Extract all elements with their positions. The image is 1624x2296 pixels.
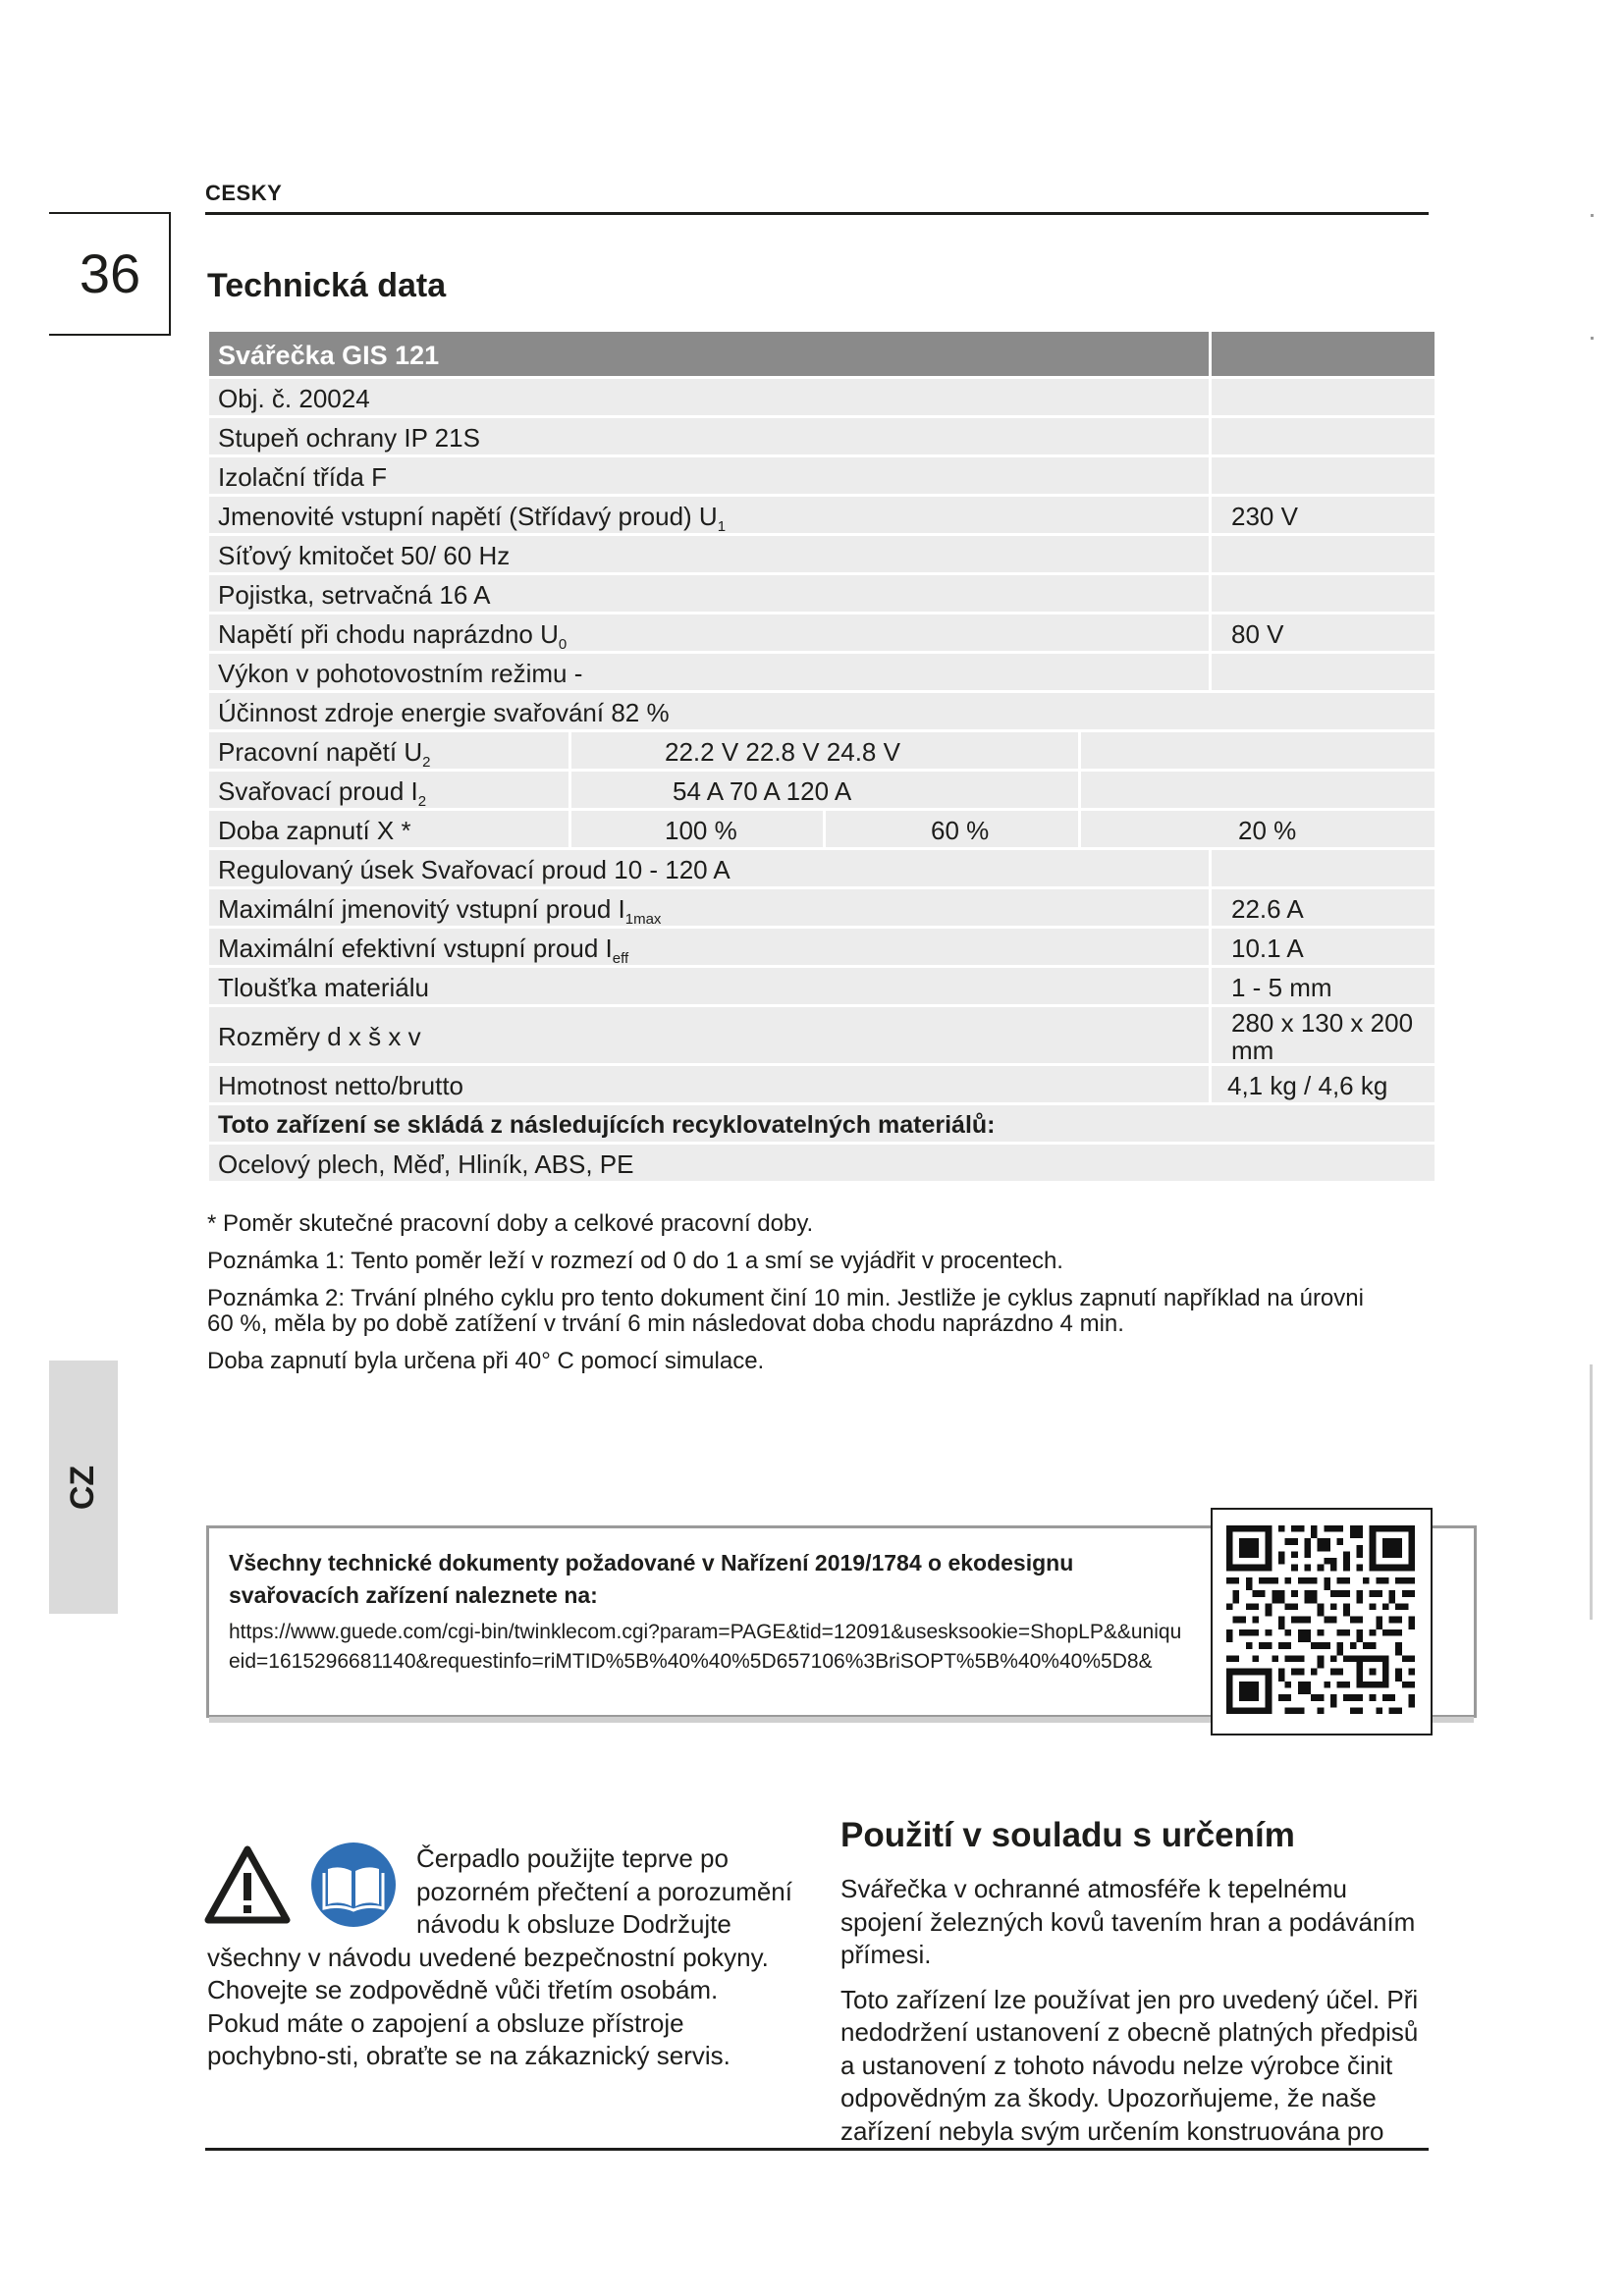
spec-value: [1209, 457, 1435, 494]
safety-text-rest: všechny v návodu uvedené bezpečnostní pokyny. Chovejte se zodpovědně vůči třetím osobám. Pokud máte o zapojení a obsluze přístroje pochybno-sti, obraťte se na zákaznický servis.: [207, 1942, 769, 2070]
top-rule: [205, 212, 1429, 215]
spec-row: [209, 889, 1435, 929]
safety-text-line: návodu k obsluze Dodržujte: [416, 1909, 731, 1939]
spec-label: Napětí při chodu naprázdno $U_0$: [218, 619, 568, 651]
intended-use-paragraph: Toto zařízení lze používat jen pro uvedený účel. Při nedodržení ustanovení z obecně platných předpisů a ustanovení z tohoto návodu nelze výrobce činit odpovědným za škody. Upozorňujeme, že naše zařízení nebyla svým určením konstruována pro: [840, 1984, 1419, 2146]
spec-value: 1 - 5 mm: [1209, 968, 1435, 1004]
spec-label: Izolační třída F: [218, 462, 387, 492]
spec-row: [209, 379, 1435, 418]
edge-mark: [1591, 214, 1594, 217]
safety-text-line: Čerpadlo použijte teprve po: [416, 1843, 729, 1873]
spec-value: [1209, 850, 1435, 886]
spec-label: Hmotnost netto/brutto: [218, 1071, 464, 1100]
spec-row: [209, 929, 1435, 968]
spec-value: 280 x 130 x 200 mm: [1209, 1007, 1435, 1063]
language-side-tab-label: CZ: [64, 1465, 102, 1510]
spec-label: Doba zapnutí X *: [218, 816, 411, 845]
spec-row-efficiency: [209, 693, 1435, 732]
intended-use-text: [840, 1873, 1430, 2160]
spec-row-duty-cycle: [209, 811, 1435, 850]
spec-value: 22.6 A: [1209, 889, 1435, 926]
spec-value: 100 %: [568, 811, 820, 847]
spec-row: [209, 654, 1435, 693]
spec-label: Tloušťka materiálu: [218, 973, 429, 1002]
spec-header-empty: [1209, 332, 1435, 376]
qr-code-icon[interactable]: [1226, 1525, 1415, 1714]
spec-row: [209, 418, 1435, 457]
spec-row-weight: [209, 1066, 1435, 1105]
spec-label: Pracovní napětí $U_2$: [218, 737, 431, 769]
spec-empty-cell: [1078, 732, 1435, 769]
spec-row: [209, 850, 1435, 889]
spec-row: [209, 968, 1435, 1007]
spec-label: Maximální jmenovitý vstupní proud $I_{1max}$: [218, 894, 662, 926]
spec-label: Jmenovité vstupní napětí (Střídavý proud) $U_1$: [218, 502, 727, 533]
edge-mark: [1591, 337, 1594, 340]
spec-value: [1209, 379, 1435, 415]
spec-value: [1209, 418, 1435, 454]
spec-value: 22.2 V 22.8 V 24.8 V: [568, 732, 1075, 769]
spec-row-recycle-heading: [209, 1105, 1435, 1145]
spec-label: Toto zařízení se skládá z následujících recyklovatelných materiálů:: [218, 1111, 996, 1139]
spec-label: Svařovací proud $I_2$: [218, 776, 427, 808]
spec-label: Výkon v pohotovostním režimu -: [218, 659, 583, 688]
spec-label: Účinnost zdroje energie svařování 82 %: [218, 698, 670, 727]
spec-value: [1209, 654, 1435, 690]
spec-row-work-voltage: [209, 732, 1435, 772]
section-title: Technická data: [207, 267, 447, 304]
ecodesign-url[interactable]: https://www.guede.com/cgi-bin/twinklecom.cgi?param=PAGE&tid=12091&usesksookie=ShopLP&&uniqueid=1615296681140&requestinfo=riMTID%5B%40%40%5D657106%3BriSOPT%5B%40%40%5D8&: [229, 1621, 1182, 1673]
spec-row-dimensions: [209, 1007, 1435, 1066]
edge-bar: [1590, 1364, 1593, 1620]
spec-table: [209, 332, 1435, 1184]
spec-row: [209, 536, 1435, 575]
spec-value: 10.1 A: [1209, 929, 1435, 965]
bottom-rule: [205, 2148, 1429, 2151]
spec-value: 80 V: [1209, 614, 1435, 651]
spec-value: 54 A 70 A 120 A: [568, 772, 1075, 808]
spec-value: 20 %: [1078, 811, 1435, 847]
spec-value: 60 %: [823, 811, 1075, 847]
intended-use-paragraph: Svářečka v ochranné atmosféře k tepelnému spojení železných kovů tavením hran a podáváním přímesi.: [840, 1874, 1416, 1969]
safety-text: [207, 1842, 796, 2073]
spec-value: [1209, 575, 1435, 612]
ecodesign-title: Všechny technické dokumenty požadované v Nařízení 2019/1784 o ekodesignu svařovacích zařízení naleznete na:: [229, 1550, 1074, 1608]
spec-value: [1209, 536, 1435, 572]
spec-label: Maximální efektivní vstupní proud $I_{eff}$: [218, 934, 629, 965]
language-header: CESKY: [205, 181, 283, 205]
spec-row: [209, 575, 1435, 614]
spec-label: Rozměry d x š x v: [218, 1022, 421, 1051]
safety-text-line: pozorném přečtení a porozumění: [416, 1876, 792, 1906]
spec-row: [209, 614, 1435, 654]
notes: [207, 1211, 1435, 1386]
spec-label: Pojistka, setrvačná 16 A: [218, 580, 491, 610]
spec-label: Regulovaný úsek Svařovací proud 10 - 120 A: [218, 855, 731, 884]
spec-table-header: [209, 332, 1435, 379]
spec-label: Stupeň ochrany IP 21S: [218, 423, 480, 453]
spec-title: Svářečka GIS 121: [218, 341, 440, 370]
spec-label: Obj. č. 20024: [218, 384, 370, 413]
page-number: 36: [79, 242, 141, 304]
note: Poznámka 2: Trvání plného cyklu pro tento dokument činí 10 min. Jestliže je cyklus zapnutí například na úrovni 60 %, měla by po době zatížení v trvání 6 min následovat doba chodu naprázdno 4 min.: [207, 1285, 1364, 1337]
spec-label: Síťový kmitočet 50/ 60 Hz: [218, 541, 511, 570]
spec-row: [209, 457, 1435, 497]
spec-value: 4,1 kg / 4,6 kg: [1209, 1066, 1435, 1102]
spec-row-recycle-materials: [209, 1145, 1435, 1184]
intended-use-title: Použití v souladu s určením: [840, 1816, 1295, 1854]
note: Doba zapnutí byla určena při 40° C pomocí simulace.: [207, 1348, 765, 1374]
spec-row: [209, 497, 1435, 536]
spec-label: Ocelový plech, Měď, Hliník, ABS, PE: [218, 1149, 634, 1179]
spec-value: 230 V: [1209, 497, 1435, 533]
note: Poznámka 1: Tento poměr leží v rozmezí od 0 do 1 a smí se vyjádřit v procentech.: [207, 1248, 1063, 1274]
note: * Poměr skutečné pracovní doby a celkové pracovní doby.: [207, 1210, 814, 1237]
spec-empty-cell: [1078, 772, 1435, 808]
spec-row-weld-current: [209, 772, 1435, 811]
